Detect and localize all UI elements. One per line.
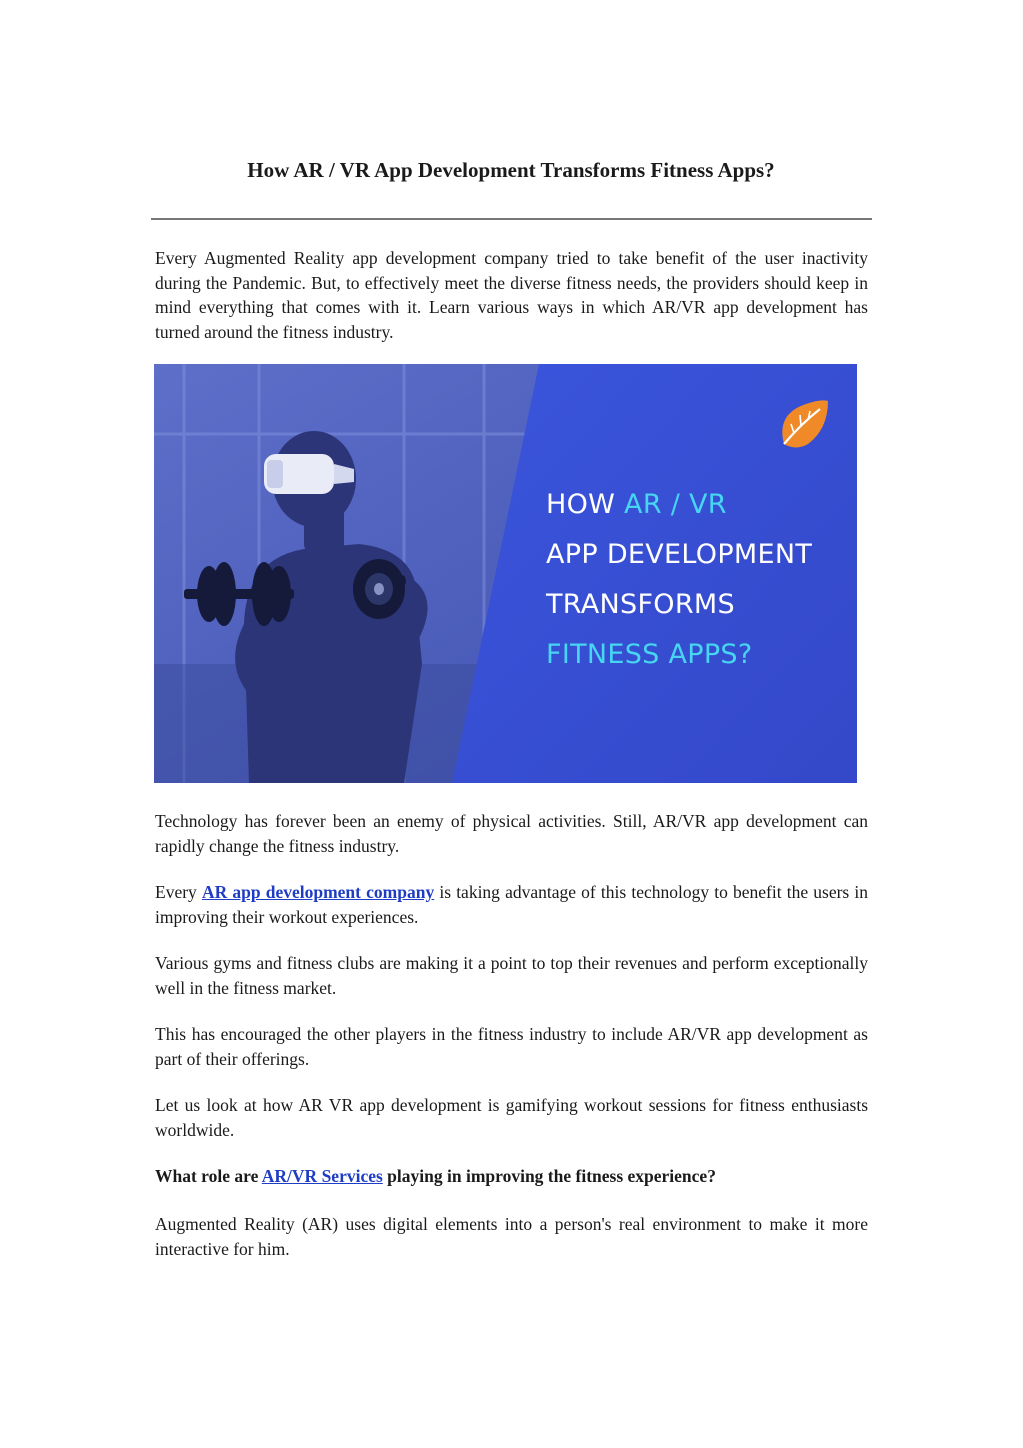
section-heading-role — [155, 1164, 868, 1189]
title-divider — [151, 218, 872, 220]
ar-vr-services-link[interactable]: AR/VR Services — [261, 1166, 383, 1186]
hero-line-1-highlight: AR / VR — [624, 489, 727, 520]
hero-headline — [546, 480, 846, 680]
paragraph-encouraged: This has encouraged the other players in the fitness industry to include AR/VR app development as part of their offerings. — [155, 1024, 868, 1069]
paragraph-ar-company-rest: is taking advantage of this technology to benefit the users in improving their workout experiences. — [155, 882, 868, 927]
section-heading-rest: playing in improving the fitness experience? — [382, 1166, 716, 1186]
hero-line-2: APP DEVELOPMENT — [546, 539, 813, 570]
paragraph-ar-company-lead: Every — [155, 882, 202, 902]
paragraph-gyms: Various gyms and fitness clubs are making it a point to top their revenues and perform exceptionally well in the fitness market. — [155, 953, 868, 998]
section-heading-lead: What role are — [155, 1166, 262, 1186]
hero-line-4: FITNESS APPS? — [546, 639, 753, 670]
hero-line-3: TRANSFORMS — [546, 589, 735, 620]
intro-paragraph: Every Augmented Reality app development company tried to take benefit of the user inactivity during the Pandemic. But, to effectively meet the diverse fitness needs, the providers should keep in mind everything that comes with it. Learn various ways in which AR/VR app development has turned around the fitness industry. — [155, 248, 868, 342]
hero-line-1-prefix: HOW — [546, 489, 625, 520]
hero-line-1 — [546, 480, 846, 530]
paragraph-gamifying: Let us look at how AR VR app development is gamifying workout sessions for fitness enthusiasts worldwide. — [155, 1095, 868, 1140]
paragraph-technology: Technology has forever been an enemy of physical activities. Still, AR/VR app development can rapidly change the fitness industry. — [155, 811, 868, 856]
paragraph-ar-company — [155, 880, 868, 929]
hero-image — [154, 364, 857, 783]
ar-app-development-company-link[interactable]: AR app development company — [201, 882, 435, 902]
paragraph-augmented-reality: Augmented Reality (AR) uses digital elements into a person's real environment to make it more interactive for him. — [155, 1214, 868, 1259]
page-title: How AR / VR App Development Transforms Fitness Apps? — [247, 158, 775, 182]
